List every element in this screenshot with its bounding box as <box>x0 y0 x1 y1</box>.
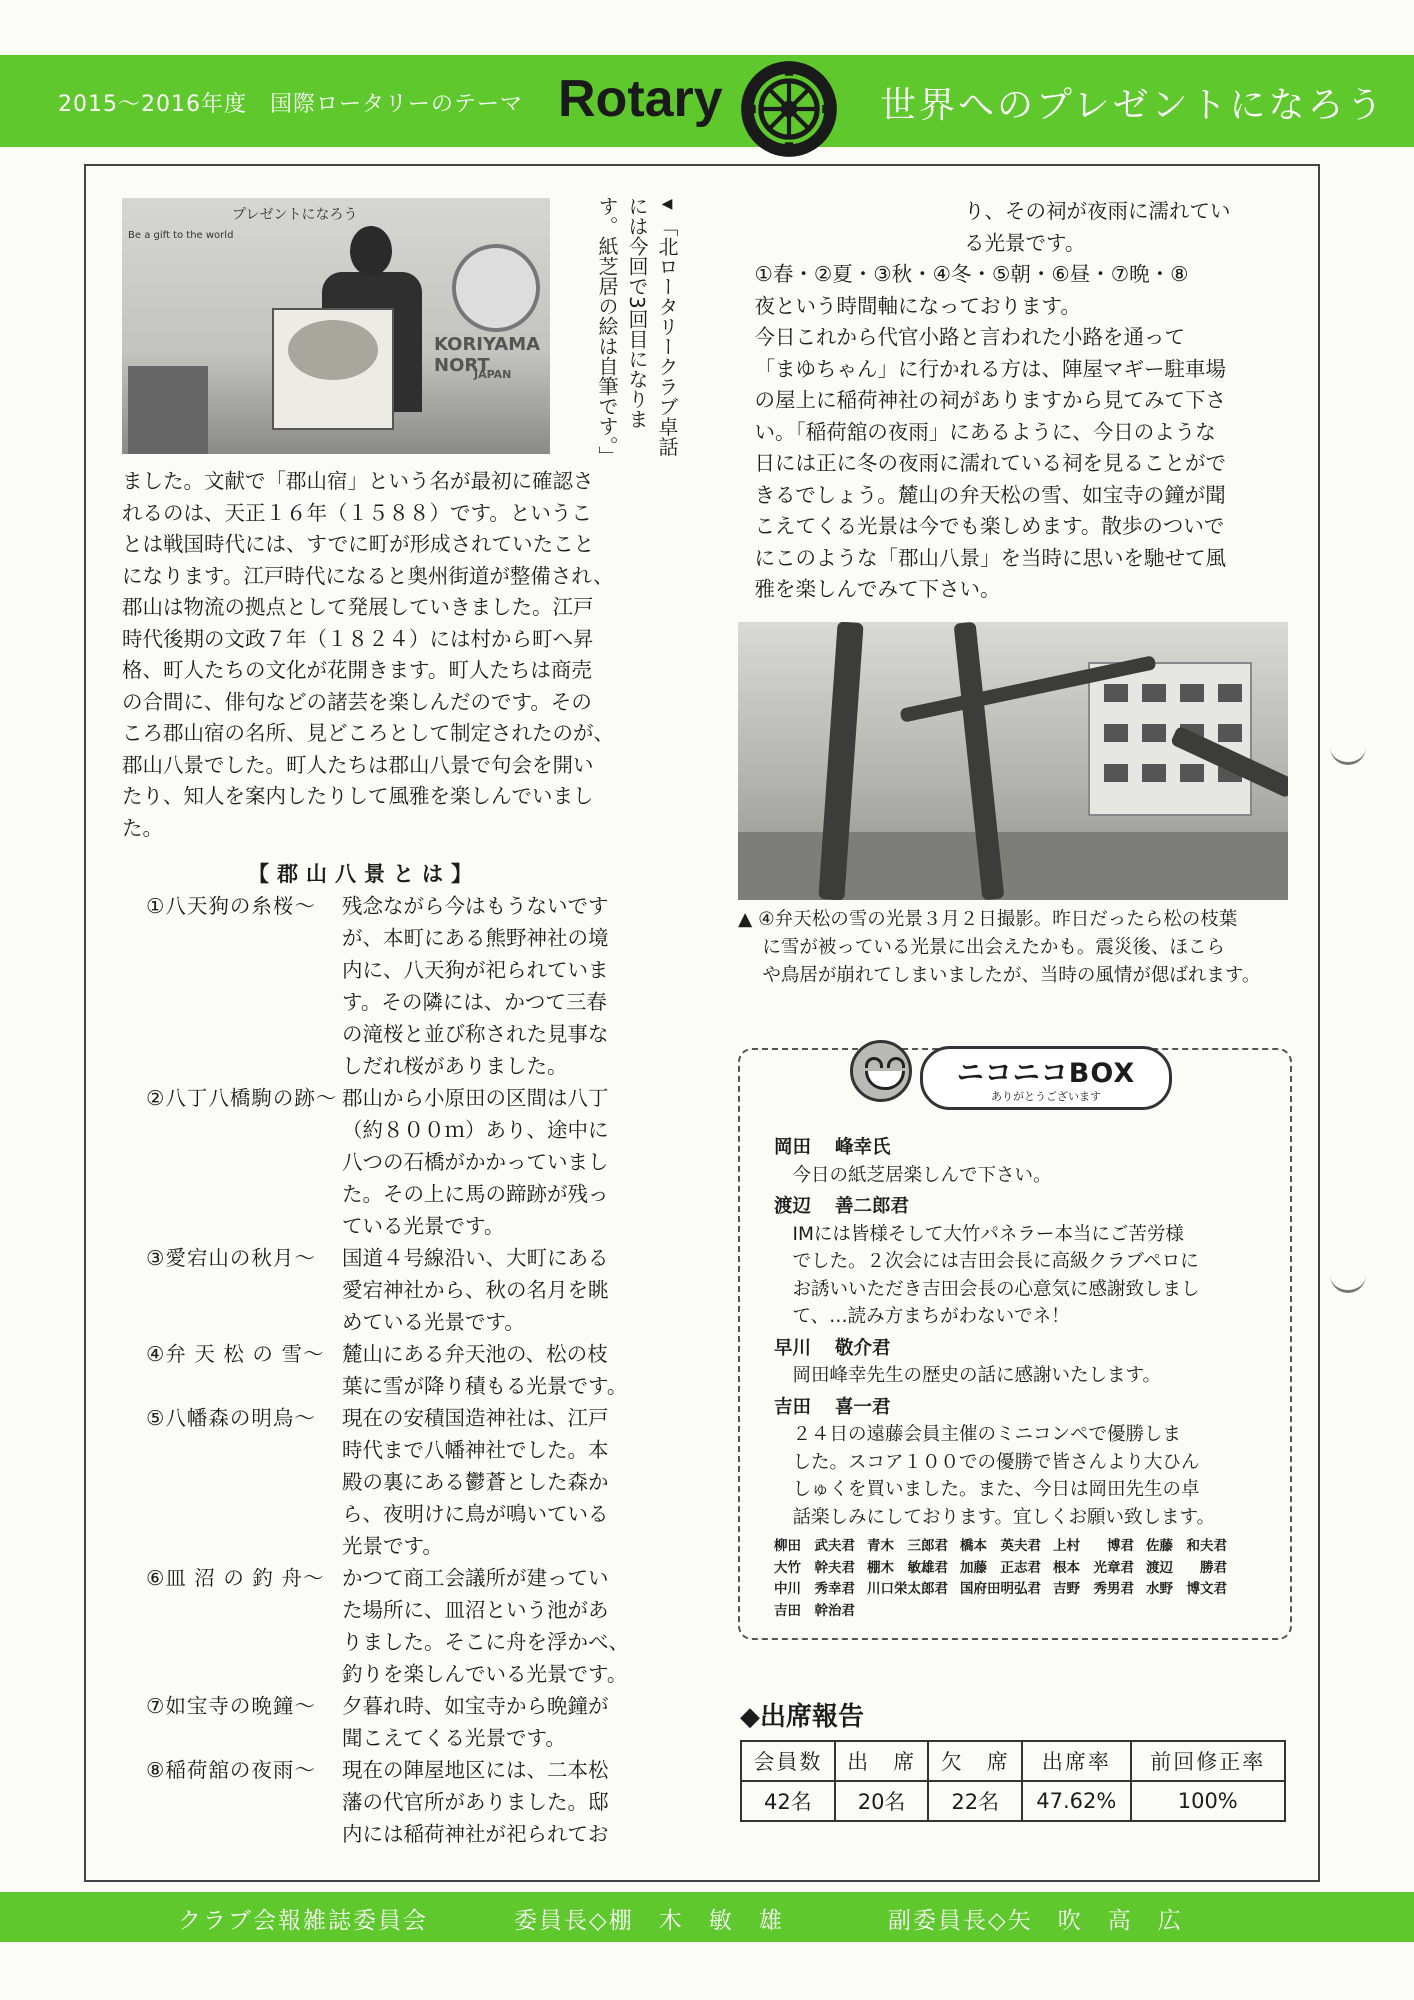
text-line: た。 <box>122 815 163 840</box>
eight-view-desc <box>342 1754 680 1850</box>
theme-title: 世界へのプレゼントになろう <box>880 85 1386 126</box>
text-line: しゅくを買いました。また、今日は岡田先生の卓 <box>792 1479 1200 1500</box>
text-line: 残念ながら今はもうないです <box>342 894 609 918</box>
text-line: IMには皆様そして大竹パネラー本当にご苦労様 <box>792 1223 1184 1245</box>
time-axis-paragraph <box>734 259 1290 322</box>
member-name: 柳田 武夫君 <box>774 1538 855 1554</box>
eight-view-term: ④弁 天 松 の 雪～ <box>146 1342 325 1366</box>
text-line: す。その隣には、かつて三春 <box>342 990 607 1014</box>
donor-name <box>774 1335 1282 1363</box>
text-line: て、…読み方まちがわないでネ！ <box>792 1306 1070 1327</box>
donor-name <box>774 1394 1282 1422</box>
smiley-face-icon <box>850 1040 912 1102</box>
history-paragraph <box>122 466 684 844</box>
text-line: 郡山は物流の拠点として発展していきました。江戸 <box>122 595 594 619</box>
donor-given-name: 敬介君 <box>835 1337 891 1359</box>
member-name: 佐藤 和夫君 <box>1146 1538 1227 1554</box>
text-line: りました。そこに舟を浮かべ、 <box>342 1630 629 1654</box>
eight-view-item <box>146 1754 686 1850</box>
donor-surname: 早川 <box>774 1337 812 1359</box>
photo1-caption-text: 「北ロータリークラブ卓話には今回で3回目になります。紙芝居の絵は自筆です。」 <box>595 196 679 466</box>
text-line: ①春・②夏・③秋・④冬・⑤朝・⑥昼・⑦晩・⑧ <box>754 262 1189 286</box>
text-line: でした。２次会には吉田会長に高級クラブペロに <box>792 1251 1199 1272</box>
rotary-wheel-icon <box>737 57 841 161</box>
caption-line: ▲ ④弁天松の雪の光景３月２日撮影。昨日だったら松の枝葉 <box>738 909 1238 930</box>
text-line: た場所に、皿沼という池があ <box>342 1598 609 1622</box>
text-line: した。スコア１００での優勝で皆さんより大ひん <box>792 1451 1200 1473</box>
text-line: 岡田峰幸先生の歴史の話に感謝いたします。 <box>792 1365 1162 1386</box>
niconico-messages <box>774 1130 1282 1531</box>
text-line: ころ郡山宿の名所、見どころとして制定されたのが、 <box>122 721 614 745</box>
text-line: ２４日の遠藤会員主催のミニコンペで優勝しま <box>792 1424 1182 1445</box>
text-line: 光景です。 <box>342 1534 443 1558</box>
club-emblem-icon <box>452 244 540 332</box>
text-line: にこのような「郡山八景」を当時に思いを馳せて風 <box>754 545 1226 570</box>
donor-surname: 岡田 <box>774 1137 812 1158</box>
eight-view-term: ⑧稲荷舘の夜雨～ <box>146 1758 316 1782</box>
attendance-value-cell: 100% <box>1131 1781 1286 1821</box>
item8-continuation <box>734 196 1290 259</box>
member-name: 大竹 幹夫君 <box>774 1559 855 1576</box>
eight-view-desc <box>342 1402 680 1562</box>
text-line: 郡山から小原田の区間は八丁 <box>342 1086 609 1110</box>
speaker-photo <box>122 198 550 454</box>
donor-message <box>774 1221 1282 1331</box>
eight-view-term: ①八天狗の糸桜～ <box>146 894 316 918</box>
text-line: る光景です。 <box>964 230 1086 255</box>
name-row <box>774 1579 1284 1601</box>
text-line: 郡山八景でした。町人たちは郡山八景で句会を開い <box>122 752 594 777</box>
member-name: 川口栄太郎君 <box>867 1581 948 1597</box>
text-line: 話楽しみにしております。宜しくお願い致します。 <box>792 1506 1216 1528</box>
donor-name <box>774 1134 1282 1162</box>
eight-view-item <box>146 1402 686 1562</box>
text-line: 葉に雪が降り積もる光景です。 <box>342 1374 628 1398</box>
eight-view-item <box>146 890 686 1082</box>
text-line: 現在の安積国造神社は、江戸 <box>342 1406 609 1430</box>
donor-surname: 吉田 <box>774 1396 812 1418</box>
year-theme-label: 2015～2016年度 国際ロータリーのテーマ <box>58 92 523 117</box>
name-row <box>774 1601 1284 1623</box>
caption-line: に雪が被っている光景に出会えたかも。震災後、ほこら <box>738 937 1225 958</box>
banner-sub-text: Be a gift to the world <box>128 230 234 241</box>
text-line: めている光景です。 <box>342 1310 525 1334</box>
text-line: 現在の陣屋地区には、二本松 <box>342 1758 609 1782</box>
kamishibai-picture <box>272 308 394 430</box>
text-line: 夕暮れ時、如宝寺から晩鐘が <box>342 1694 609 1718</box>
text-line: の屋上に稲荷神社の祠がありますから見てみて下さ <box>754 388 1226 412</box>
text-line: が、本町にある熊野神社の境 <box>342 926 609 950</box>
eight-view-item <box>146 1690 686 1754</box>
text-line: 夜という時間軸になっております。 <box>754 293 1081 318</box>
text-line: た。その上に馬の蹄跡が残っ <box>342 1182 609 1206</box>
text-line: しだれ桜がありました。 <box>342 1054 568 1078</box>
text-line: こえてくる光景は今でも楽しめます。散歩のついで <box>754 514 1225 538</box>
member-name: 棚木 敏雄君 <box>867 1559 948 1576</box>
member-name: 青木 三郎君 <box>867 1538 948 1554</box>
text-line: 雅を楽しんでみて下さい。 <box>754 577 1001 601</box>
eight-view-desc <box>342 1338 680 1402</box>
banner-text: プレゼントになろう <box>232 207 358 223</box>
text-line: 麓山にある弁天池の、松の枝 <box>342 1342 608 1366</box>
eight-view-desc <box>342 1562 680 1690</box>
text-line: 今日の紙芝居楽しんで下さい。 <box>792 1164 1052 1186</box>
text-line: い。「稲荷舘の夜雨」にあるように、今日のような <box>754 419 1216 444</box>
caption-line: や鳥居が崩れてしまいましたが、当時の風情が偲ばれます。 <box>738 965 1261 986</box>
committee-vice-chair: 副委員長◇矢 吹 高 広 <box>888 1908 1183 1934</box>
text-line: きるでしょう。麓山の弁天松の雪、如宝寺の鐘が聞 <box>754 482 1226 507</box>
club-sign-text: KORIYAMA NORT <box>434 334 541 376</box>
text-line: 今日これから代官小路と言われた小路を通って <box>754 325 1185 349</box>
committee-chair: 委員長◇棚 木 敏 雄 <box>514 1908 784 1934</box>
building <box>1088 662 1252 816</box>
attendance-header-cell: 出 席 <box>835 1741 929 1781</box>
footer-band <box>0 1892 1414 1942</box>
text-line: 時代後期の文政７年（１８２４）には村から町へ昇 <box>122 626 594 651</box>
text-line: 内には稲荷神社が祀られてお <box>342 1822 609 1846</box>
podium <box>128 366 208 454</box>
donor-message <box>774 1162 1282 1190</box>
member-names <box>774 1536 1284 1622</box>
text-line: になります。江戸時代になると奥州街道が整備され、 <box>122 563 614 588</box>
eight-view-desc <box>342 890 680 1082</box>
member-name: 加藤 正志君 <box>960 1559 1041 1576</box>
text-line: 内に、八天狗が祀られていま <box>342 958 609 982</box>
speaker-head <box>350 226 392 276</box>
member-name: 吉野 秀男君 <box>1053 1581 1134 1597</box>
text-line: 愛宕神社から、秋の名月を眺 <box>342 1278 609 1302</box>
name-row <box>774 1536 1284 1558</box>
donor-given-name: 喜一君 <box>835 1396 891 1418</box>
donor-given-name: 峰幸氏 <box>835 1137 891 1158</box>
eight-view-term: ⑦如宝寺の晩鐘～ <box>146 1694 316 1718</box>
text-line: れるのは、天正１６年（１５８８）です。というこ <box>122 500 592 525</box>
attendance-value-cell: 22名 <box>928 1781 1022 1821</box>
donor-name <box>774 1193 1282 1221</box>
walking-paragraph <box>734 322 1290 606</box>
pine-tree-photo <box>738 622 1288 900</box>
header-band <box>0 55 1414 147</box>
page-curl-mark <box>1330 740 1366 765</box>
eight-view-term: ⑤八幡森の明烏～ <box>146 1406 316 1430</box>
eight-view-desc <box>342 1082 680 1242</box>
text-line: （約８００ｍ）あり、途中に <box>342 1118 609 1142</box>
eight-view-term: ⑥皿 沼 の 釣 舟～ <box>146 1566 325 1590</box>
member-name: 橋本 英夫君 <box>960 1538 1041 1554</box>
text-line: お誘いいただき吉田会長の心意気に感謝致しまし <box>792 1278 1200 1300</box>
name-row <box>774 1558 1284 1580</box>
eight-view-item <box>146 1338 686 1402</box>
attendance-header-cell: 会員数 <box>741 1741 835 1781</box>
photo1-caption <box>558 196 682 466</box>
text-line: ました。文献で「郡山宿」という名が最初に確認さ <box>122 469 594 493</box>
eight-view-term: ②八丁八橋駒の跡～ <box>146 1086 338 1110</box>
text-line: 格、町人たちの文化が花開きます。町人たちは商売 <box>122 658 592 682</box>
text-line: とは戦国時代には、すでに町が形成されていたこと <box>122 532 595 556</box>
text-line: 藩の代官所がありました。邸 <box>342 1790 609 1814</box>
member-name: 根本 光章君 <box>1053 1559 1134 1576</box>
text-line: 日には正に冬の夜雨に濡れている祠を見ることがで <box>754 451 1226 475</box>
eight-view-term: ③愛宕山の秋月～ <box>146 1246 316 1270</box>
tree-drawing <box>288 320 378 380</box>
text-line: 国道４号線沿い、大町にある <box>342 1246 609 1270</box>
eight-view-desc <box>342 1242 680 1338</box>
photo2-caption <box>738 906 1298 990</box>
eight-view-item <box>146 1082 686 1242</box>
niconico-title: ニコニコBOX <box>956 1058 1136 1089</box>
text-line: の滝桜と並び称された見事な <box>342 1022 609 1046</box>
text-line: ら、夜明けに鳥が鳴いている <box>342 1502 609 1526</box>
attendance-value-cell: 20名 <box>835 1781 929 1821</box>
niconico-subtitle: ありがとうございます <box>991 1090 1101 1103</box>
attendance-title: ◆出席報告 <box>740 1702 864 1732</box>
member-name: 中川 秀幸君 <box>774 1581 855 1597</box>
eight-views-list <box>146 890 686 1850</box>
text-line: 釣りを楽しんでいる光景です。 <box>342 1662 628 1686</box>
donor-given-name: 善二郎君 <box>835 1196 910 1217</box>
attendance-header-cell: 出席率 <box>1022 1741 1130 1781</box>
text-line: 殿の裏にある鬱蒼とした森か <box>342 1470 609 1494</box>
text-line: ている光景です。 <box>342 1214 505 1238</box>
attendance-header-cell: 欠 席 <box>928 1741 1022 1781</box>
attendance-header-cell: 前回修正率 <box>1131 1741 1286 1781</box>
attendance-value-cell: 42名 <box>741 1781 835 1821</box>
donor-surname: 渡辺 <box>774 1196 812 1217</box>
rotary-wordmark: Rotary <box>558 70 723 128</box>
text-line: り、その祠が夜雨に濡れてい <box>964 199 1231 223</box>
column2-text <box>734 196 1290 606</box>
text-line: 聞こえてくる光景です。 <box>342 1726 566 1750</box>
committee-name: クラブ会報雑誌委員会 <box>178 1908 428 1934</box>
attendance-table <box>740 1740 1286 1822</box>
text-line: 時代まで八幡神社でした。本 <box>342 1438 609 1462</box>
page-curl-mark <box>1330 1268 1366 1293</box>
attendance-value-cell: 47.62% <box>1022 1781 1130 1821</box>
text-line: 「まゆちゃん」に行かれる方は、陣屋マギー駐車場 <box>754 356 1226 381</box>
member-name: 渡辺 勝君 <box>1146 1559 1227 1576</box>
member-name: 国府田明弘君 <box>960 1581 1041 1597</box>
member-name: 吉田 幹治君 <box>774 1602 855 1619</box>
donor-message <box>774 1421 1282 1531</box>
section-title: 【郡山八景とは】 <box>248 862 480 886</box>
niconico-logo <box>920 1046 1172 1110</box>
donor-message <box>774 1362 1282 1390</box>
eight-view-item <box>146 1562 686 1690</box>
pointer-triangle-icon: ◀ <box>659 196 675 217</box>
eight-view-item <box>146 1242 686 1338</box>
text-line: 八つの石橋がかかっていまし <box>342 1150 609 1174</box>
text-line: たり、知人を案内したりして風雅を楽しんでいまし <box>122 784 594 808</box>
eight-view-desc <box>342 1690 680 1754</box>
member-name: 上村 博君 <box>1053 1538 1134 1554</box>
club-sign-sub: JAPAN <box>474 368 512 381</box>
text-line: かつて商工会議所が建ってい <box>342 1566 609 1590</box>
member-name: 水野 博文君 <box>1146 1581 1227 1597</box>
text-line: の合間に、俳句などの諸芸を楽しんだのです。その <box>122 689 592 714</box>
